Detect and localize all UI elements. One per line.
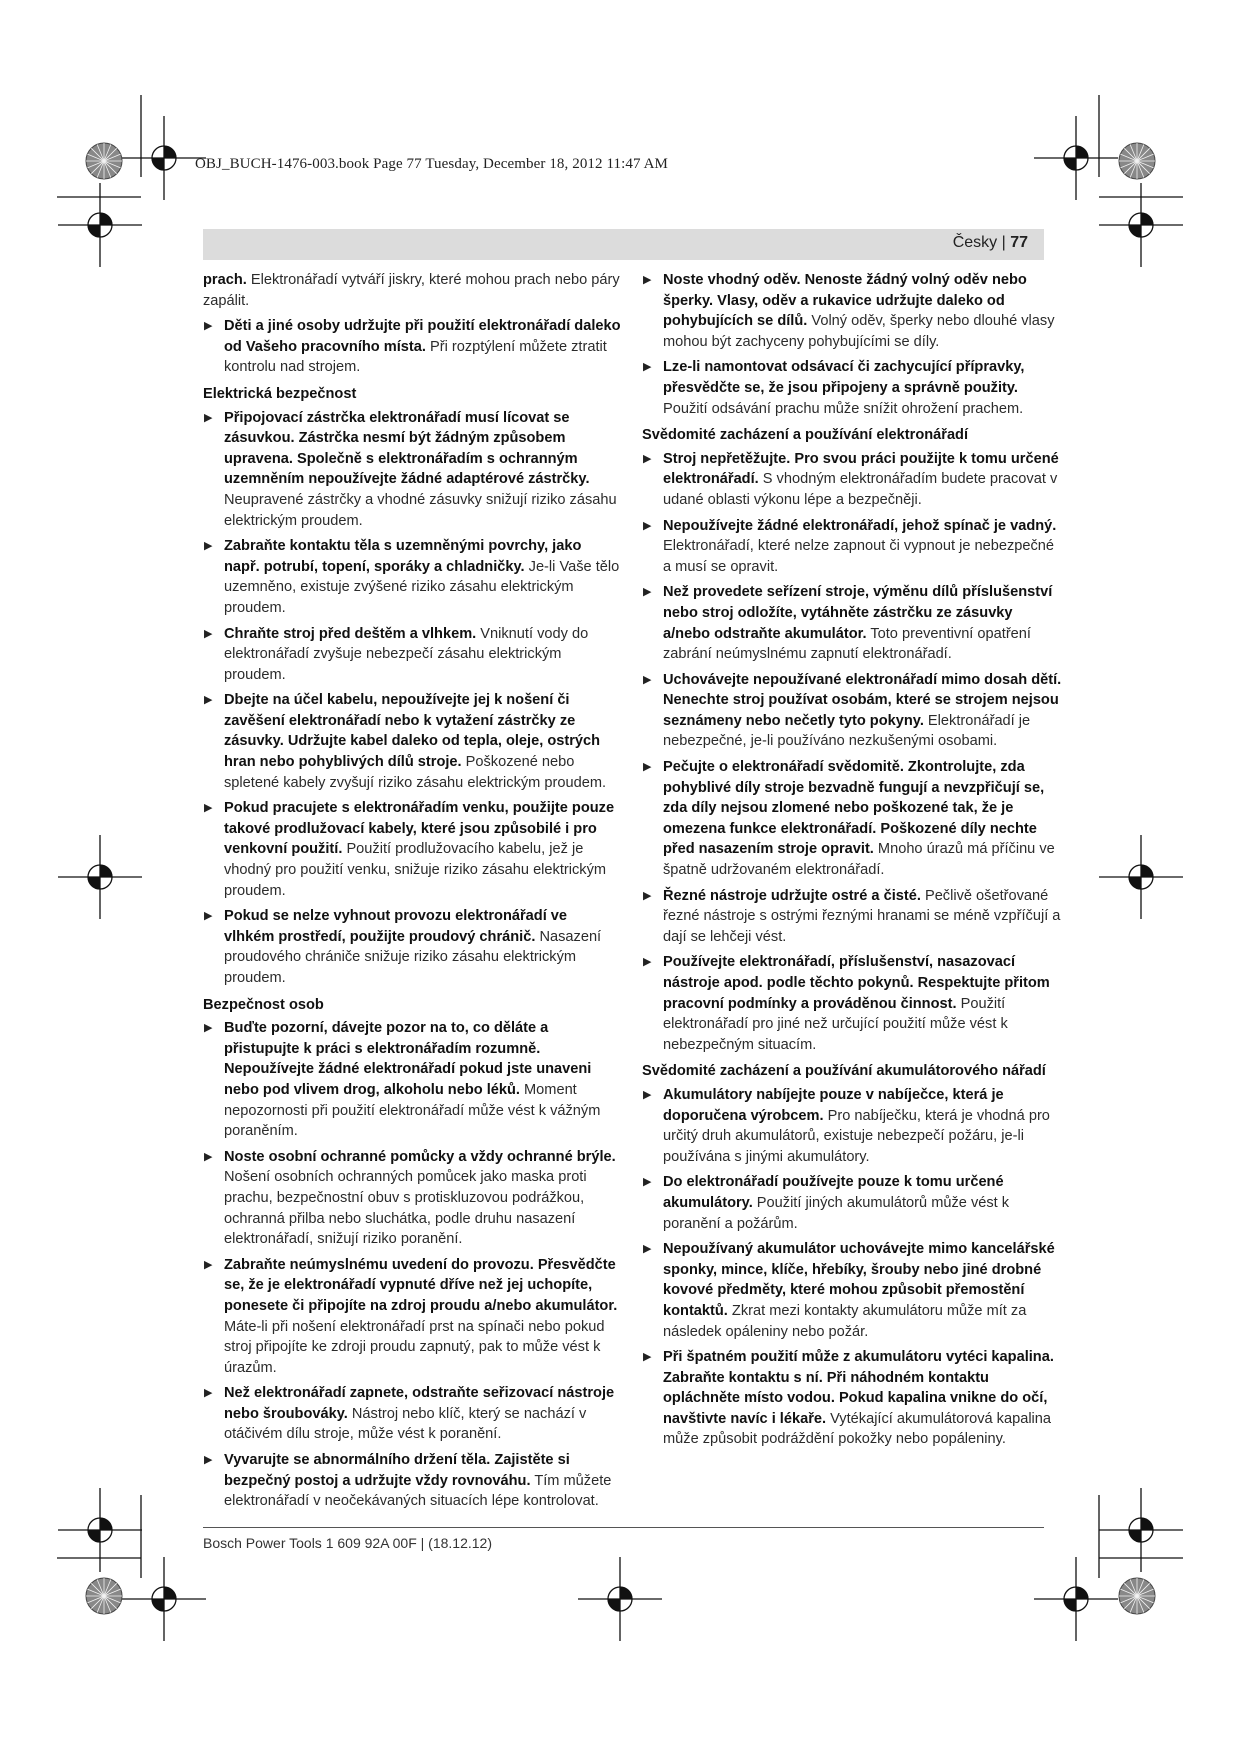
- safety-item: [203, 624, 621, 686]
- instruction-bold: Do elektronářadí používejte pouze k tomu určené akumulátory.: [663, 1174, 1004, 1211]
- triangle-bullet-icon: ▶: [204, 1387, 213, 1400]
- triangle-bullet-icon: ▶: [643, 1351, 652, 1364]
- triangle-bullet-icon: ▶: [204, 1258, 213, 1271]
- safety-item: [642, 1347, 1062, 1450]
- safety-item: [642, 270, 1062, 352]
- triangle-bullet-icon: ▶: [204, 1022, 213, 1035]
- safety-item: [642, 1239, 1062, 1342]
- book-imprint-line: OBJ_BUCH-1476-003.book Page 77 Tuesday, December 18, 2012 11:47 AM: [195, 156, 668, 172]
- safety-item: [203, 906, 621, 988]
- safety-item: [642, 952, 1062, 1055]
- triangle-bullet-icon: ▶: [643, 1243, 652, 1256]
- page-header: [203, 229, 1044, 260]
- safety-item: [642, 886, 1062, 948]
- instruction-text: Použití jiných akumulátorů může vést k poranění a požárům.: [663, 1194, 1010, 1232]
- instruction-text: Vytékající akumulátorová kapalina může způsobit podráždění pokožky nebo popáleniny.: [663, 1410, 1052, 1448]
- safety-item: [203, 1147, 621, 1250]
- instruction-bold: Vyvarujte se abnormálního držení těla. Zajistěte si bezpečný postoj a udržujte vždy rovnováhu.: [224, 1452, 570, 1489]
- instruction-text: Toto preventivní opatření zabrání neúmyslnému zapnutí elektronářadí.: [663, 625, 1031, 663]
- triangle-bullet-icon: ▶: [643, 761, 652, 774]
- triangle-bullet-icon: ▶: [643, 1176, 652, 1189]
- safety-item: [642, 1172, 1062, 1234]
- instruction-text: Nasazení proudového chrániče snižuje riziko zásahu elektrickým proudem.: [224, 928, 602, 986]
- instruction-bold: Než elektronářadí zapnete, odstraňte seřizovací nástroje nebo šroubováky.: [224, 1385, 615, 1422]
- triangle-bullet-icon: ▶: [204, 411, 213, 424]
- instruction-bold: Noste vhodný oděv. Nenoste žádný volný oděv nebo šperky. Vlasy, oděv a rukavice udržujte daleko od pohybujících se dílů.: [663, 272, 1027, 330]
- instruction-bold: Dbejte na účel kabelu, nepoužívejte jej k nošení či zavěšení elektronářadí nebo k vytažení zástrčky ze zásuvky. Udržujte kabel daleko od tepla, oleje, ostrých hran nebo pohyblivých dílů stroje.: [224, 692, 601, 771]
- footer: Bosch Power Tools 1 609 92A 00F | (18.12.12): [203, 1535, 493, 1551]
- triangle-bullet-icon: ▶: [643, 956, 652, 969]
- safety-item: [203, 1450, 621, 1512]
- safety-item: [642, 757, 1062, 881]
- triangle-bullet-icon: ▶: [643, 519, 652, 532]
- triangle-bullet-icon: ▶: [204, 1150, 213, 1163]
- instruction-text: Pečlivě ošetřované řezné nástroje s ostrými řeznými hranami se méně vzpříčují a dají se lehčeji vést.: [663, 887, 1061, 945]
- instruction-bold: Používejte elektronářadí, příslušenství, nasazovací nástroje apod. podle těchto pokynů. Respektujte přitom pracovní podmínky a prováděnou činnost.: [663, 954, 1050, 1012]
- triangle-bullet-icon: ▶: [643, 361, 652, 374]
- triangle-bullet-icon: ▶: [643, 1088, 652, 1101]
- header-section: Česky |: [952, 234, 1011, 251]
- triangle-bullet-icon: ▶: [204, 320, 213, 333]
- instruction-bold: Nepoužívejte žádné elektronářadí, jehož spínač je vadný.: [663, 517, 1057, 534]
- instruction-bold: Pokud pracujete s elektronářadím venku, použijte pouze takové prodlužovací kabely, které jsou způsobilé i pro venkovní použití.: [224, 800, 615, 858]
- instruction-bold: Stroj nepřetěžujte. Pro svou práci použijte k tomu určené elektronářadí.: [663, 450, 1059, 488]
- triangle-bullet-icon: ▶: [643, 586, 652, 599]
- instruction-bold: Akumulátory nabíjejte pouze v nabíječce, která je doporučena výrobcem.: [663, 1086, 1004, 1124]
- instruction-bold: Buďte pozorní, dávejte pozor na to, co děláte a přistupujte k práci s elektronářadím rozumně. Nepoužívejte žádné elektronářadí pokud jste unaveni nebo pod vlivem drog, alkoholu nebo léků.: [224, 1020, 592, 1098]
- safety-item: [203, 1383, 621, 1445]
- instruction-bold: Noste osobní ochranné pomůcky a vždy ochranné brýle.: [224, 1148, 616, 1165]
- triangle-bullet-icon: ▶: [204, 627, 213, 640]
- instruction-bold: prach.: [203, 272, 247, 288]
- instruction-bold: Nepoužívaný akumulátor uchovávejte mimo kancelářské sponky, mince, klíče, hřebíky, šrouby nebo jiné drobné kovové předměty, které mohou způsobit přemostění kontaktů.: [663, 1241, 1055, 1319]
- page-number: 77: [1010, 234, 1028, 251]
- instruction-text: Mnoho úrazů má příčinu ve špatně udržovaném elektronářadí.: [663, 841, 1055, 879]
- safety-item: [203, 690, 621, 793]
- triangle-bullet-icon: ▶: [643, 889, 652, 902]
- safety-item: [642, 516, 1062, 578]
- instruction-text: Máte-li při nošení elektronářadí prst na spínači nebo pokud stroj připojíte ke zdroji proudu zapnutý, pak to může vést k úrazům.: [224, 1318, 605, 1376]
- safety-item: [203, 316, 621, 378]
- instruction-bold: Uchovávejte nepoužívané elektronářadí mimo dosah dětí. Nenechte stroj používat osobám, které se strojem nejsou seznámeny nebo nečetly tyto pokyny.: [663, 671, 1062, 729]
- instruction-bold: Pokud se nelze vyhnout provozu elektronářadí ve vlhkém prostředí, použijte proudový chránič.: [224, 908, 568, 945]
- triangle-bullet-icon: ▶: [204, 1454, 213, 1467]
- safety-item: [203, 798, 621, 901]
- section-heading: Svědomité zacházení a používání elektronářadí: [642, 427, 969, 444]
- instruction-text: Volný oděv, šperky nebo dlouhé vlasy mohou být zachyceny pohybujícími se díly.: [663, 313, 1055, 350]
- instruction-bold: Chraňte stroj před deštěm a vlhkem.: [224, 625, 477, 642]
- instruction-text: Při rozptýlení můžete ztratit kontrolu nad strojem.: [224, 338, 607, 376]
- instruction-text: Použití elektronářadí pro jiné než určující použití může vést k nebezpečným situacím.: [663, 995, 1008, 1053]
- instruction-text: Poškozené nebo spletené kabely zvyšují riziko zásahu elektrickým proudem.: [224, 754, 607, 791]
- instruction-bold: Připojovací zástrčka elektronářadí musí lícovat se zásuvkou. Zástrčka nesmí být žádným způsobem upravena. Společně s elektronářadím s ochranným uzemněním nepoužívejte žádné adaptérové zástrčky.: [224, 409, 590, 488]
- safety-item: [203, 536, 621, 618]
- triangle-bullet-icon: ▶: [204, 540, 213, 553]
- triangle-bullet-icon: ▶: [643, 673, 652, 686]
- safety-item: [642, 582, 1062, 664]
- instruction-bold: Zabraňte kontaktu těla s uzemněnými povrchy, jako např. potrubí, topení, sporáky a chladničky.: [224, 538, 582, 575]
- triangle-bullet-icon: ▶: [643, 452, 652, 465]
- instruction-text: S vhodným elektronářadím budete pracovat v udané oblasti výkonu lépe a bezpečněji.: [663, 471, 1058, 508]
- header-title: [953, 234, 1028, 252]
- paragraph: [203, 270, 621, 311]
- triangle-bullet-icon: ▶: [643, 274, 652, 286]
- instruction-bold: Pečujte o elektronářadí svědomitě. Zkontrolujte, zda pohyblivé díly stroje bezvadně fungují a nevzpřičují se, zda díly nejsou zlomené nebo poškozené tak, že je omezena funkce elektronářadí. Poškozené díly nechte před nasazením stroje opravit.: [663, 759, 1045, 858]
- instruction-text: Nástroj nebo klíč, který se nachází v otáčivém dílu stroje, může vést k poranění.: [224, 1405, 587, 1443]
- instruction-text: Použití odsávání prachu může snížit ohrožení prachem.: [663, 400, 1024, 417]
- safety-item: [642, 670, 1062, 752]
- instruction-bold: Řezné nástroje udržujte ostré a čisté.: [663, 887, 921, 904]
- instruction-bold: Zabraňte neúmyslnému uvedení do provozu. Přesvědčte se, že je elektronářadí vypnuté dříve než jej uchopíte, ponesete či připojíte na zdroj proudu a/nebo akumulátor.: [224, 1256, 618, 1314]
- right-column: [642, 270, 1062, 1455]
- safety-item: [642, 1085, 1062, 1167]
- left-column: [203, 270, 621, 1517]
- footer-rule: [203, 1527, 1044, 1528]
- instruction-bold: Při špatném použití může z akumulátoru vytéci kapalina. Zabraňte kontaktu s ní. Při náhodném kontaktu opláchněte místo vodou. Pokud kapalina vnikne do očí, navštivte navíc i lékaře.: [663, 1349, 1054, 1427]
- instruction-text: Vniknutí vody do elektronářadí zvyšuje nebezpečí zásahu elektrickým proudem.: [224, 625, 589, 683]
- instruction-text: Elektronářadí, které nelze zapnout či vypnout je nebezpečné a musí se opravit.: [663, 538, 1055, 575]
- safety-item: [642, 357, 1062, 419]
- instruction-text: Neupravené zástrčky a vhodné zásuvky snižují riziko zásahu elektrickým proudem.: [224, 491, 617, 529]
- instruction-text: Elektronářadí je nebezpečné, je-li používáno nezkušenými osobami.: [663, 712, 1031, 750]
- instruction-text: Použití prodlužovacího kabelu, jež je vhodný pro použití venku, snižuje riziko zásahu elektrickým proudem.: [224, 841, 607, 899]
- instruction-text: Zkrat mezi kontakty akumulátoru může mít za následek opáleniny nebo požár.: [663, 1302, 1027, 1340]
- section-heading: Svědomité zacházení a používání akumulátorového nářadí: [642, 1063, 1046, 1080]
- section-heading: Bezpečnost osob: [203, 996, 324, 1013]
- safety-item: [203, 1255, 621, 1379]
- triangle-bullet-icon: ▶: [204, 694, 213, 707]
- instruction-text: Nošení osobních ochranných pomůcek jako maska proti prachu, bezpečnostní obuv s protiskluzovou podrážkou, ochranná přilba nebo sluchátka, podle druhu nasazení elektronářadí, snižují riziko poranění.: [224, 1169, 587, 1248]
- instruction-text: Moment nepozornosti při použití elektronářadí může vést k vážným poraněním.: [224, 1081, 601, 1140]
- safety-item: [203, 408, 621, 532]
- instruction-text: Pro nabíječku, která je vhodná pro určitý druh akumulátorů, existuje nebezpečí požáru, je-li používána s jinými akumulátory.: [663, 1107, 1050, 1165]
- instruction-text: Elektronářadí vytváří jiskry, které mohou prach nebo páry zapálit.: [203, 272, 620, 309]
- instruction-text: Tím můžete elektronářadí v neočekávaných situacích lépe kontrolovat.: [224, 1472, 612, 1510]
- instruction-bold: Lze-li namontovat odsávací či zachycující přípravky, přesvědčte se, že jsou připojeny a správně použity.: [663, 359, 1025, 396]
- section-heading: Elektrická bezpečnost: [203, 385, 357, 402]
- triangle-bullet-icon: ▶: [204, 910, 213, 923]
- instruction-bold: Děti a jiné osoby udržujte při použití elektronářadí daleko od Vašeho pracovního místa.: [224, 318, 621, 355]
- safety-item: [642, 449, 1062, 511]
- safety-item: [203, 1018, 621, 1142]
- instruction-text: Je-li Vaše tělo uzemněno, existuje zvýšené riziko zásahu elektrickým proudem.: [224, 558, 620, 616]
- triangle-bullet-icon: ▶: [204, 802, 213, 815]
- instruction-bold: Než provedete seřízení stroje, výměnu dílů příslušenství nebo stroj odložíte, vytáhněte zástrčku ze zásuvky a/nebo odstraňte akumulátor.: [663, 584, 1053, 642]
